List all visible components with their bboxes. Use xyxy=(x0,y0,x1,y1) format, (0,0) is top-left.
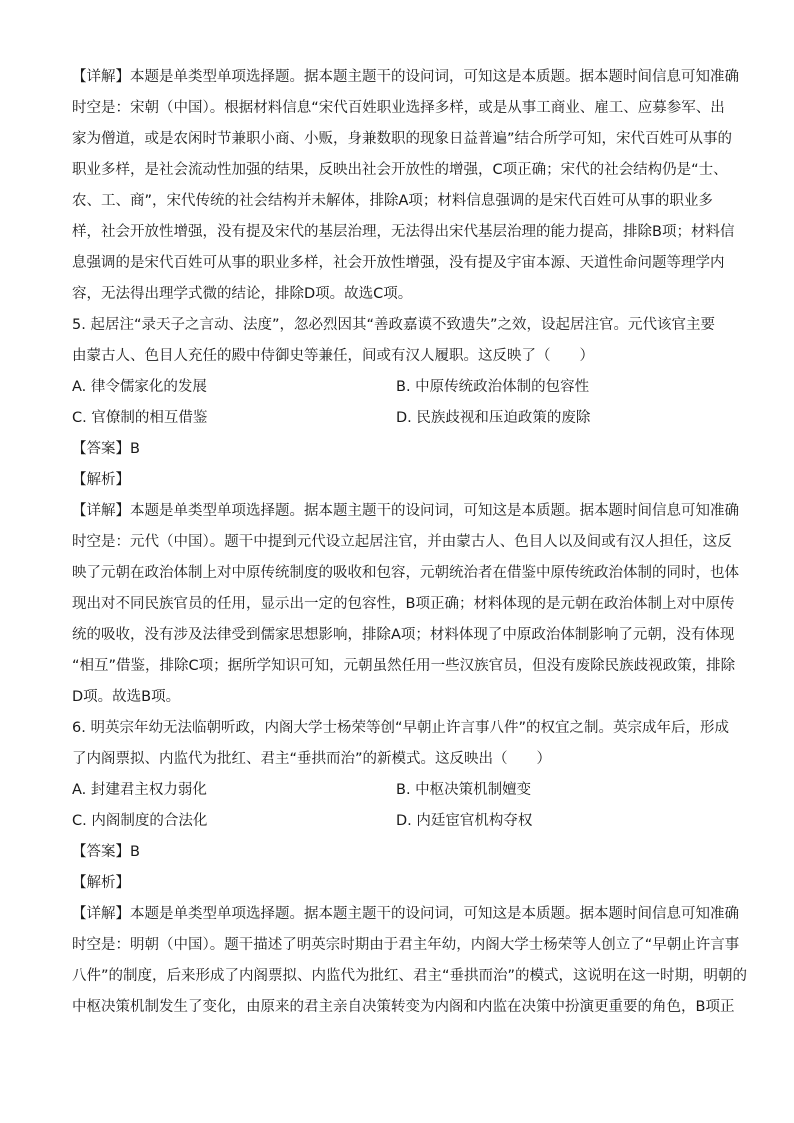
option-a: A. 封建君主权力弱化 xyxy=(72,782,207,798)
question-5-detail xyxy=(72,496,739,713)
question-6-options-row-1 xyxy=(72,775,722,806)
option-b: B. 中枢决策机制嬗变 xyxy=(396,782,532,798)
question-5-options-row-2 xyxy=(72,403,722,434)
option-c: C. 官僚制的相互借鉴 xyxy=(72,410,208,426)
text-line: 统的吸收，没有涉及法律受到儒家思想影响，排除A项；材料体现了中原政治体制影响了元朝，没有体现 xyxy=(72,627,735,643)
text-line: 6. 明英宗年幼无法临朝听政，内阁大学士杨荣等创“早朝止许言事八件”的权宜之制。英宗成年后，形成 xyxy=(72,720,729,736)
question-5-options-row-1 xyxy=(72,372,722,403)
option-d: D. 民族歧视和压迫政策的废除 xyxy=(396,410,591,426)
text-line: 现出对不同民族官员的任用，显示出一定的包容性，B项正确；材料体现的是元朝在政治体制上对中原传 xyxy=(72,596,735,612)
option-b: B. 中原传统政治体制的包容性 xyxy=(396,379,590,395)
question-6-stem xyxy=(72,713,729,775)
text-line: 中枢决策机制发生了变化，由原来的君主亲自决策转变为内阁和内监在决策中扮演更重要的角色，B项正 xyxy=(72,999,735,1015)
text-line: 时空是：宋朝（中国）。根据材料信息“宋代百姓职业选择多样，或是从事工商业、雇工、应募参军、出 xyxy=(72,100,725,116)
text-line: 【详解】本题是单类型单项选择题。据本题主题干的设问词，可知这是本质题。据本题时间信息可知准确 xyxy=(72,69,739,85)
text-line: 家为僧道，或是农闲时节兼职小商、小贩，身兼数职的现象日益普遍”结合所学可知，宋代百姓可从事的 xyxy=(72,131,733,147)
text-line: D项。故选B项。 xyxy=(72,689,181,705)
question-6-detail xyxy=(72,899,748,1023)
question-6-analysis-label: 【解析】 xyxy=(72,875,130,891)
text-line: 由蒙古人、色目人充任的殿中侍御史等兼任，间或有汉人履职。这反映了（ ） xyxy=(72,348,594,364)
text-line: 农、工、商”，宋代传统的社会结构并未解体，排除A项；材料信息强调的是宋代百姓可从事的职业多 xyxy=(72,193,713,209)
text-line: 5. 起居注“录天子之言动、法度”，忽必烈因其“善政嘉谟不致遗失”之效，设起居注官。元代该官主要 xyxy=(72,317,715,333)
option-c: C. 内阁制度的合法化 xyxy=(72,813,208,829)
option-a: A. 律令儒家化的发展 xyxy=(72,379,207,395)
question-5-analysis-label: 【解析】 xyxy=(72,472,130,488)
text-line: 时空是：元代（中国）。题干中提到元代设立起居注官，并由蒙古人、色目人以及间或有汉人担任，这反 xyxy=(72,534,732,550)
text-line: 容，无法得出理学式微的结论，排除D项。故选C项。 xyxy=(72,286,413,302)
q4-detail-paragraph xyxy=(72,62,739,310)
question-6-options-row-2 xyxy=(72,806,722,837)
text-line: 样，社会开放性增强，没有提及宋代的基层治理，无法得出宋代基层治理的能力提高，排除B项；材料信 xyxy=(72,224,735,240)
text-line: 职业多样，是社会流动性加强的结果，反映出社会开放性的增强，C项正确；宋代的社会结构仍是“士、 xyxy=(72,162,728,178)
text-line: “相互”借鉴，排除C项；据所学知识可知，元朝虽然任用一些汉族官员，但没有废除民族歧视政策，排除 xyxy=(72,658,736,674)
text-line: 了内阁票拟、内监代为批红、君主“垂拱而治”的新模式。这反映出（ ） xyxy=(72,751,552,767)
text-line: 八件”的制度，后来形成了内阁票拟、内监代为批红、君主“垂拱而治”的模式，这说明在这一时期，明朝的 xyxy=(72,968,748,984)
text-line: 息强调的是宋代百姓可从事的职业多样，社会开放性增强，没有提及宇宙本源、天道性命问题等理学内 xyxy=(72,255,725,271)
question-6-answer: 【答案】B xyxy=(72,844,140,860)
text-line: 【详解】本题是单类型单项选择题。据本题主题干的设问词，可知这是本质题。据本题时间信息可知准确 xyxy=(72,503,739,519)
question-5-answer: 【答案】B xyxy=(72,441,140,457)
question-5-stem xyxy=(72,310,722,372)
text-line: 【详解】本题是单类型单项选择题。据本题主题干的设问词，可知这是本质题。据本题时间信息可知准确 xyxy=(72,906,739,922)
text-line: 映了元朝在政治体制上对中原传统制度的吸收和包容，元朝统治者在借鉴中原传统政治体制的同时，也体 xyxy=(72,565,739,581)
text-line: 时空是：明朝（中国）。题干描述了明英宗时期由于君主年幼，内阁大学士杨荣等人创立了“早朝止许言事 xyxy=(72,937,740,953)
page-content xyxy=(72,62,748,1023)
option-d: D. 内廷宦官机构夺权 xyxy=(396,813,533,829)
